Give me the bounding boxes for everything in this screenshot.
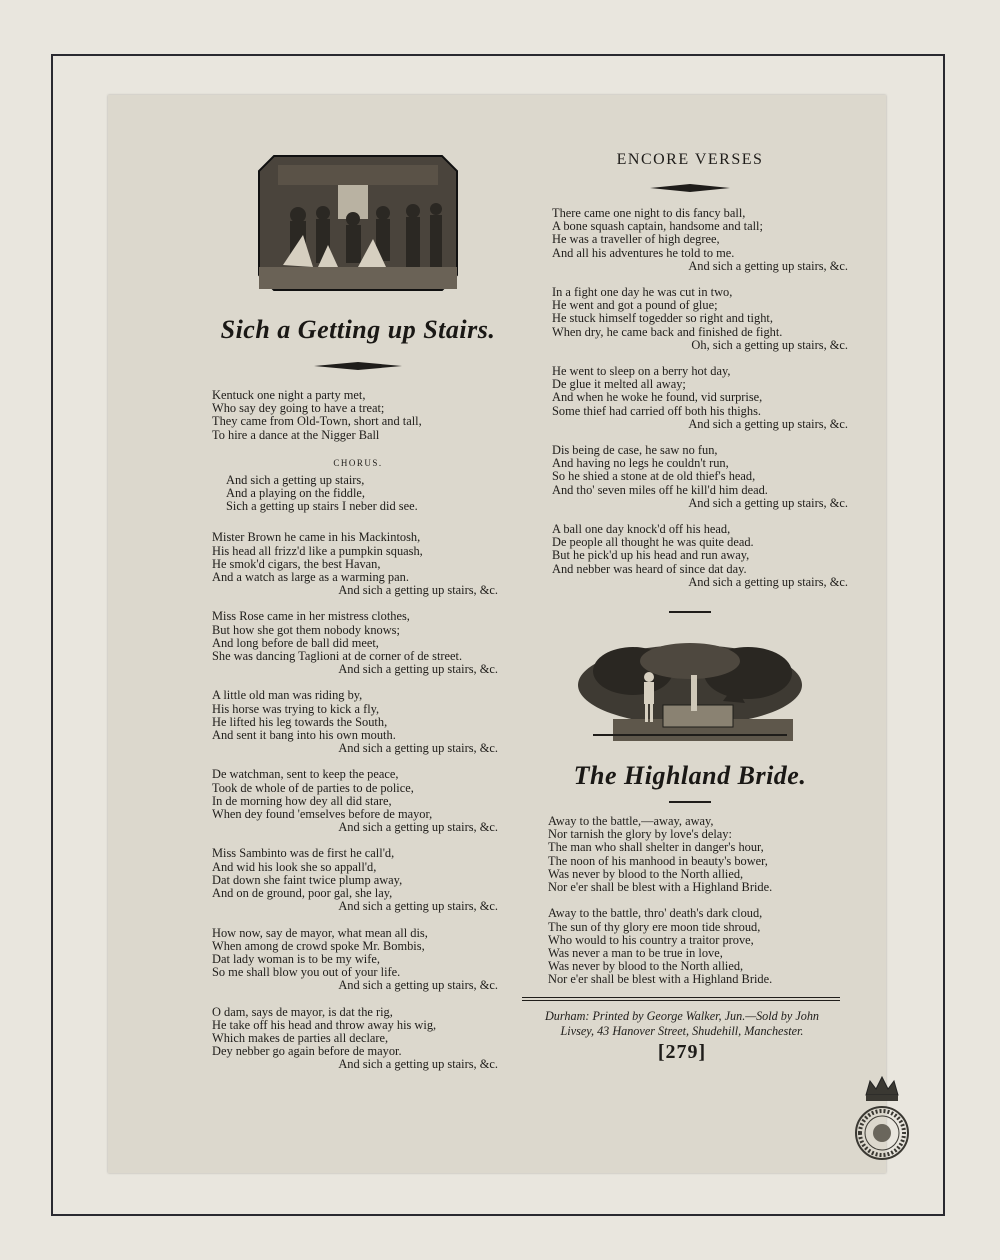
verse-line: They came from Old-Town, short and tall,: [212, 414, 422, 429]
broadside-sheet: [108, 95, 886, 1173]
refrain-line: And sich a getting up stairs, &c.: [338, 1057, 498, 1072]
verse-line: O dam, says de mayor, is dat the rig,: [212, 1004, 393, 1019]
verse-line: To hire a dance at the Nigger Ball: [212, 427, 380, 442]
verse-line: He stuck himself togedder so right and tight,: [552, 311, 773, 326]
chorus-line: Sich a getting up stairs I neber did see.: [226, 499, 418, 514]
verse-line: Dat lady woman is to be my wife,: [212, 951, 380, 966]
stanza-o-dam: [212, 1006, 498, 1072]
diamond-ornament-icon: [650, 183, 730, 193]
verse-line: But how she got them nobody knows;: [212, 622, 400, 637]
verse-line: Kentuck one night a party met,: [212, 388, 366, 402]
stanza-how-now: [212, 927, 498, 993]
verse-line: He take off his head and throw away his wig,: [212, 1017, 437, 1032]
bride-stanza-1: [548, 815, 848, 894]
library-stamp-icon: [852, 1071, 912, 1167]
verse-line: The sun of thy glory ere moon tide shroud,: [548, 919, 761, 934]
verse-line: There came one night to dis fancy ball,: [552, 206, 746, 220]
encore-stanza-4: [552, 444, 848, 510]
verse-line: How now, say de mayor, what mean all dis,: [212, 925, 428, 940]
verse-line: When among de crowd spoke Mr. Bombis,: [212, 938, 425, 953]
imprint-line: Livsey, 43 Hanover Street, Shudehill, Manchester.: [560, 1023, 804, 1038]
encore-verses-heading: ENCORE VERSES: [616, 151, 764, 168]
verse-line: He went and got a pound of glue;: [552, 298, 718, 313]
verse-line: A little old man was riding by,: [212, 688, 363, 703]
refrain-line: And sich a getting up stairs, &c.: [688, 574, 848, 589]
verse-line: In de morning how dey all did stare,: [212, 793, 392, 808]
verse-line: Some thief had carried off both his thighs.: [552, 403, 761, 418]
verse-line: The noon of his manhood in beauty's bower,: [548, 853, 768, 868]
verse-line: His horse was trying to kick a fly,: [212, 701, 380, 716]
verse-line: So he shied a stone at de old thief's head,: [552, 469, 756, 484]
verse-line: In a fight one day he was cut in two,: [552, 285, 733, 300]
bride-stanza-2: [548, 907, 848, 986]
chorus-line: And a playing on the fiddle,: [226, 486, 366, 501]
verse-line: And nebber was heard of since dat day.: [552, 561, 747, 576]
verse-line: A ball one day knock'd off his head,: [552, 522, 731, 537]
verse-line: Away to the battle,—away, away,: [548, 814, 714, 829]
refrain-line: And sich a getting up stairs, &c.: [688, 495, 848, 510]
encore-stanza-5: [552, 523, 848, 589]
verse-line: Dey nebber go again before de mayor.: [212, 1044, 402, 1059]
verse-line: De people all thought he was quite dead.: [552, 535, 754, 550]
verse-line: And when he woke he found, vid surprise,: [552, 390, 763, 405]
verse-line: Mister Brown he came in his Mackintosh,: [212, 530, 421, 545]
refrain-line: And sich a getting up stairs, &c.: [338, 662, 498, 677]
verse-line: Was never by blood to the North allied,: [548, 866, 744, 881]
verse-line: But he pick'd up his head and run away,: [552, 548, 750, 563]
verse-line: His head all frizz'd like a pumpkin squash,: [212, 543, 423, 558]
highland-woodcut-image: [573, 641, 807, 745]
verse-line: Nor e'er shall be blest with a Highland Bride.: [548, 880, 773, 895]
verse-line: Who would to his country a traitor prove,: [548, 932, 754, 947]
stanza-mister-brown: [212, 531, 498, 597]
verse-line: And tho' seven miles off he kill'd him dead.: [552, 482, 768, 497]
right-column: [520, 151, 860, 1064]
verse-line: And all his adventures he told to me.: [552, 245, 735, 260]
verse-line: Was never a man to be true in love,: [548, 945, 723, 960]
refrain-line: And sich a getting up stairs, &c.: [338, 583, 498, 598]
verse-line: Miss Sambinto was de first he call'd,: [212, 846, 395, 861]
left-column: [198, 155, 518, 1072]
verse-line: And having no legs he couldn't run,: [552, 456, 729, 471]
verse-line: Took de whole of de parties to de police,: [212, 780, 414, 795]
song-title-getting-up-stairs: Sich a Getting up Stairs.: [220, 315, 496, 344]
stanza-1: [198, 389, 518, 442]
stanza-miss-sambinto: [212, 847, 498, 913]
verse-line: De watchman, sent to keep the peace,: [212, 767, 399, 782]
refrain-line: And sich a getting up stairs, &c.: [688, 416, 848, 431]
verse-line: Dat down she faint twice plump away,: [212, 872, 403, 887]
chorus-line: And sich a getting up stairs,: [226, 472, 365, 487]
refrain-line: Oh, sich a getting up stairs, &c.: [691, 337, 848, 352]
verse-line: Dis being de case, he saw no fun,: [552, 443, 718, 458]
printer-imprint: [520, 1009, 844, 1039]
verse-line: And sent it bang into his own mouth.: [212, 728, 396, 743]
verse-line: Away to the battle, thro' death's dark cloud,: [548, 906, 763, 921]
chorus-heading: CHORUS.: [333, 457, 383, 468]
refrain-line: And sich a getting up stairs, &c.: [338, 978, 498, 993]
verse-line: De glue it melted all away;: [552, 377, 686, 392]
verse-line: Nor tarnish the glory by love's delay:: [548, 827, 732, 842]
verse-line: And a watch as large as a warming pan.: [212, 570, 409, 585]
verse-line: So me shall blow you out of your life.: [212, 965, 401, 980]
encore-stanza-3: [552, 365, 848, 431]
encore-stanza-1: [552, 207, 848, 273]
verse-line: When dey found 'emselves before de mayor,: [212, 807, 433, 822]
verse-line: And wid his look she so appall'd,: [212, 859, 377, 874]
stanza-little-old-man: [212, 689, 498, 755]
diamond-ornament-icon: [314, 361, 402, 371]
verse-line: And long before de ball did meet,: [212, 635, 379, 650]
refrain-line: And sich a getting up stairs, &c.: [338, 741, 498, 756]
stanza-watchman: [212, 768, 498, 834]
refrain-line: And sich a getting up stairs, &c.: [338, 899, 498, 914]
verse-line: Miss Rose came in her mistress clothes,: [212, 609, 410, 624]
imprint-line: Durham: Printed by George Walker, Jun.—Sold by John: [544, 1008, 820, 1023]
verse-line: Nor e'er shall be blest with a Highland Bride.: [548, 972, 773, 987]
verse-line: Who say dey going to have a treat;: [212, 401, 385, 416]
verse-line: He smok'd cigars, the best Havan,: [212, 556, 381, 571]
verse-line: She was dancing Taglioni at de corner of de street.: [212, 649, 463, 664]
verse-line: He went to sleep on a berry hot day,: [552, 364, 731, 379]
verse-line: When dry, he came back and finished de fight.: [552, 324, 783, 339]
verse-line: And on de ground, poor gal, she lay,: [212, 886, 393, 901]
verse-line: The man who shall shelter in danger's hour,: [548, 840, 764, 855]
verse-line: He was a traveller of high degree,: [552, 232, 720, 247]
verse-line: Was never by blood to the North allied,: [548, 959, 744, 974]
song-title-highland-bride: The Highland Bride.: [573, 761, 807, 791]
refrain-line: And sich a getting up stairs, &c.: [688, 258, 848, 273]
verse-line: Which makes de parties all declare,: [212, 1030, 389, 1045]
ballad-number: [279]: [657, 1040, 707, 1063]
refrain-line: And sich a getting up stairs, &c.: [338, 820, 498, 835]
verse-line: He lifted his leg towards the South,: [212, 714, 388, 729]
encore-stanza-2: [552, 286, 848, 352]
verse-line: A bone squash captain, handsome and tall;: [552, 219, 763, 234]
dance-woodcut-image: [258, 155, 458, 291]
chorus-lines: [198, 474, 518, 514]
stanza-miss-rose: [212, 610, 498, 676]
